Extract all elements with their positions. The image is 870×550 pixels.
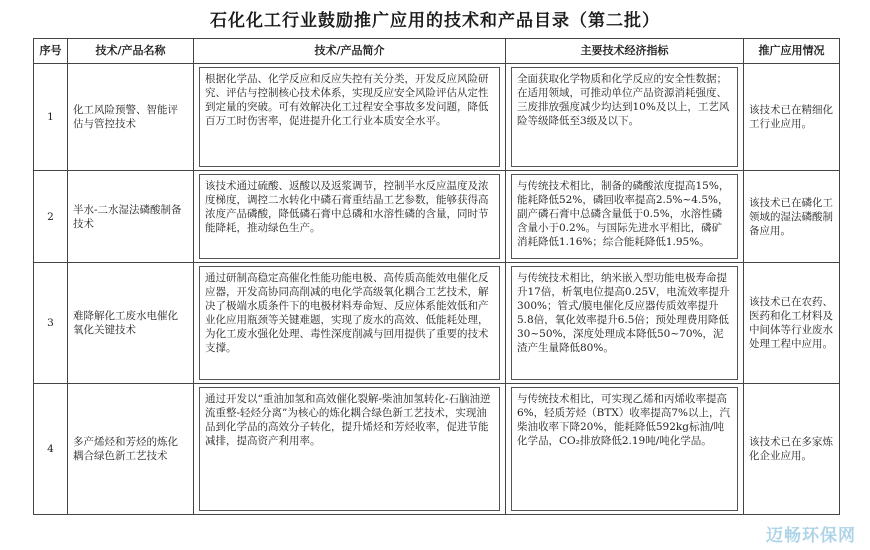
header-application: 推广应用情况 bbox=[744, 39, 840, 64]
catalog-table bbox=[33, 38, 840, 515]
description-text: 根据化学品、化学反应和反应失控有关分类，开发反应风险研究、评估与控制核心技术体系，实现反应安全风险评估从定性到定量的突破。可有效解决化工过程安全事故多发问题，降低百万工时伤害率，促进提升化工行业本质安全水平。 bbox=[199, 67, 500, 167]
tech-application: 该技术已在多家炼化企业应用。 bbox=[744, 384, 840, 515]
row-num: 3 bbox=[34, 263, 68, 384]
watermark-logo: 迈畅环保网 bbox=[766, 526, 856, 546]
page-title: 石化化工行业鼓励推广应用的技术和产品目录（第二批） bbox=[210, 11, 660, 31]
header-indicators: 主要技术经济指标 bbox=[506, 39, 744, 64]
header-name: 技术/产品名称 bbox=[68, 39, 194, 64]
table-row bbox=[34, 171, 840, 263]
indicators-text: 与传统技术相比，可实现乙烯和丙烯收率提高6%，轻质芳烃（BTX）收率提高7%以上，汽柴油收率下降20%，能耗降低592kg标油/吨化学品，CO₂排放降低2.19吨/吨化学品。 bbox=[511, 387, 738, 511]
indicators-text: 与传统技术相比，制备的磷酸浓度提高15%，能耗降低52%，磷回收率提高2.5%~4.5%，副产磷石膏中总磷含量低于0.5%，水溶性磷含量小于0.2%。与国际先进水平相比，磷矿消耗降低1.16%；综合能耗降低1.95%。 bbox=[511, 174, 738, 259]
table-row bbox=[34, 263, 840, 384]
tech-description bbox=[194, 384, 506, 515]
tech-indicators bbox=[506, 171, 744, 263]
header-num: 序号 bbox=[34, 39, 68, 64]
tech-indicators bbox=[506, 64, 744, 171]
tech-application: 该技术已在磷化工领域的湿法磷酸制备应用。 bbox=[744, 171, 840, 263]
tech-application: 该技术已在精细化工行业应用。 bbox=[744, 64, 840, 171]
tech-description bbox=[194, 263, 506, 384]
indicators-text: 与传统技术相比，纳米嵌入型功能电极寿命提升17倍，析氧电位提高0.25V，电流效率提升300%；管式/膜电催化反应器传质效率提升5.8倍，氧化效率提升6.5倍；预处理费用降低30~50%，深度处理成本降低50~70%，泥渣产生量降低80%。 bbox=[511, 266, 738, 380]
description-text: 该技术通过硫酸、返酸以及返浆调节，控制半水反应温度及浓度梯度，调控二水转化中磷石膏重结晶工艺参数，能够获得高浓度产品磷酸，降低磷石膏中总磷和水溶性磷的含量，同时节能降耗，推动绿色生产。 bbox=[199, 174, 500, 259]
table-row bbox=[34, 384, 840, 515]
indicators-text: 全面获取化学物质和化学反应的安全性数据；在适用领域，可推动单位产品资源消耗强度、三废排放强度减少均达到10%及以上，工艺风险等级降低至3级及以下。 bbox=[511, 67, 738, 167]
row-num: 4 bbox=[34, 384, 68, 515]
row-num: 1 bbox=[34, 64, 68, 171]
tech-name: 难降解化工废水电催化氧化关键技术 bbox=[68, 263, 194, 384]
tech-indicators bbox=[506, 384, 744, 515]
tech-application: 该技术已在农药、医药和化工材料及中间体等行业废水处理工程中应用。 bbox=[744, 263, 840, 384]
row-num: 2 bbox=[34, 171, 68, 263]
tech-name: 半水-二水湿法磷酸制备技术 bbox=[68, 171, 194, 263]
table-header-row bbox=[34, 39, 840, 64]
tech-name: 多产烯烃和芳烃的炼化耦合绿色新工艺技术 bbox=[68, 384, 194, 515]
header-description: 技术/产品简介 bbox=[194, 39, 506, 64]
table-row bbox=[34, 64, 840, 171]
description-text: 通过开发以“重油加氢和高效催化裂解-柴油加氢转化-石脑油逆流重整-轻烃分离”为核心的炼化耦合绿色新工艺技术，实现油品到化学品的高效分子转化，提升烯烃和芳烃收率，促进节能减排，提高资产利用率。 bbox=[199, 387, 500, 511]
tech-description bbox=[194, 171, 506, 263]
description-text: 通过研制高稳定高催化性能功能电极、高传质高能效电催化反应器，开发高协同高削减的电化学高级氧化耦合工艺技术，解决了极端水质条件下的电极材料寿命短、反应体系能效低和产业化应用瓶颈等关键难题，实现了废水的高效、低能耗处理，为化工废水强化处理、毒性深度削减与回用提供了重要的技术支撑。 bbox=[199, 266, 500, 380]
tech-name: 化工风险预警、智能评估与管控技术 bbox=[68, 64, 194, 171]
tech-description bbox=[194, 64, 506, 171]
tech-indicators bbox=[506, 263, 744, 384]
